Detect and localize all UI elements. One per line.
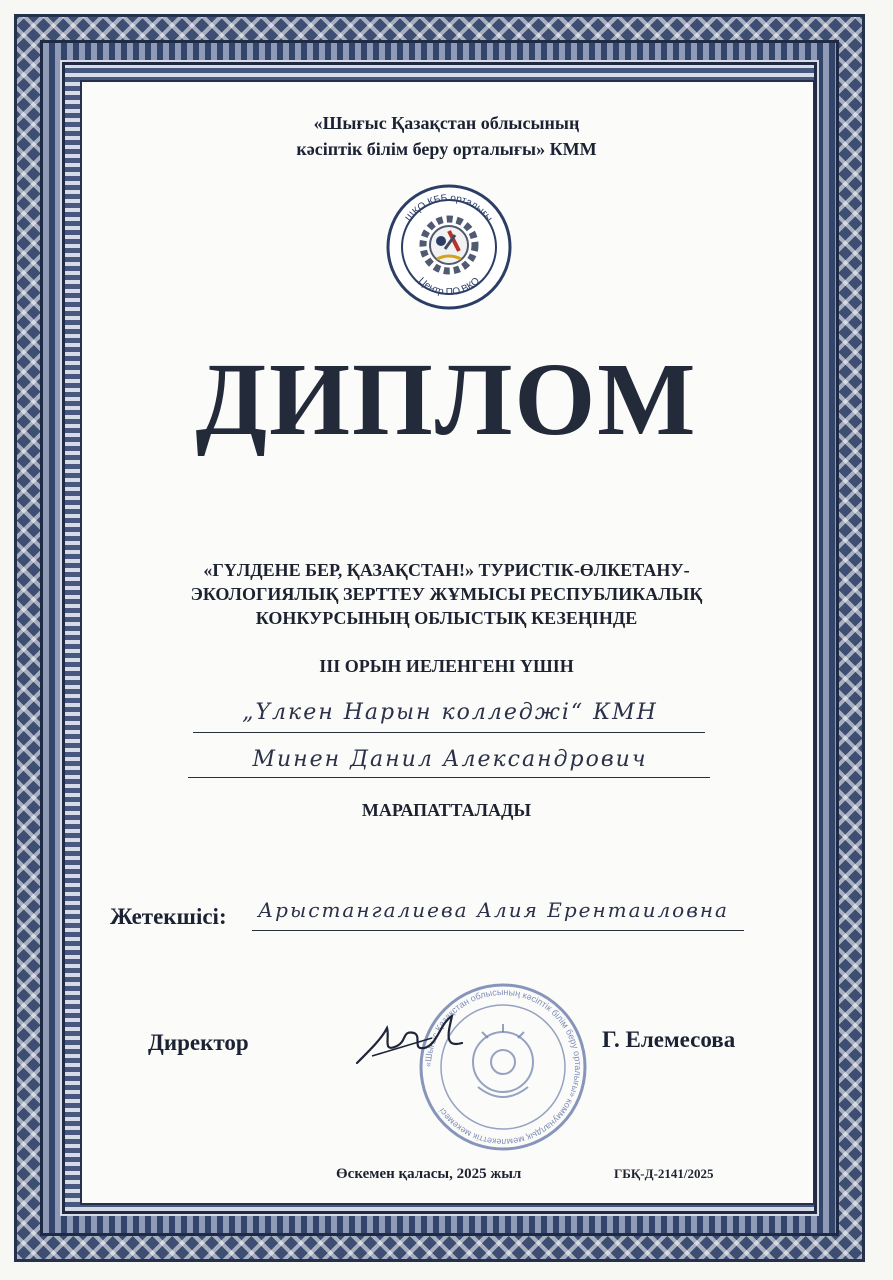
director-label: Директор <box>148 1030 249 1055</box>
director-name: Г. Елемесова <box>602 1027 736 1052</box>
supervisor-label: Жетекшісі: <box>110 904 227 929</box>
document-number: ГБҚ-Д-2141/2025 <box>614 1166 714 1181</box>
organization-line-1: «Шығыс Қазақстан облысының <box>313 113 580 133</box>
diploma-title: ДИПЛОМ <box>195 342 698 457</box>
institution-underline <box>193 732 705 733</box>
supervisor-name: Арыстангалиева Алия Ерентаиловна <box>258 898 729 922</box>
contest-description <box>130 558 763 630</box>
awarded-text: МАРАПАТТАЛАДЫ <box>361 800 532 820</box>
logo-text-top: ШҚО КББ орталығы <box>403 192 495 224</box>
supervisor-underline <box>252 930 744 931</box>
contest-line-2: ЭКОЛОГИЯЛЫҚ ЗЕРТТЕУ ЖҰМЫСЫ РЕСПУБЛИКАЛЫҚ <box>190 584 703 604</box>
seal-text: «Шығыс Қазақстан облысының кәсіптік білім беру орталығы» коммуналдық мемлекеттік мекемесі <box>422 986 584 1148</box>
contest-line-3: КОНКУРСЫНЫҢ ОБЛЫСТЫҚ КЕЗЕҢІНДЕ <box>255 608 638 628</box>
city-year: Өскемен қаласы, 2025 жыл <box>336 1166 522 1182</box>
contest-line-1: «ГҮЛДЕНЕ БЕР, ҚАЗАҚСТАН!» ТУРИСТІК-ӨЛКЕТАНУ- <box>203 560 690 580</box>
recipient-institution: „Үлкен Нарын колледжі“ КМН <box>242 700 658 725</box>
recipient-name: Минен Данил Александрович <box>252 747 648 772</box>
director-signature-icon <box>352 1008 472 1078</box>
organization-line-2: кәсіптік білім беру орталығы» КММ <box>296 139 597 159</box>
logo-text-bottom: Центр ПО ВКО <box>415 275 483 299</box>
place-awarded: III ОРЫН ИЕЛЕНГЕНІ ҮШІН <box>319 656 574 676</box>
organization-logo-icon <box>385 183 513 311</box>
name-underline <box>188 777 710 778</box>
